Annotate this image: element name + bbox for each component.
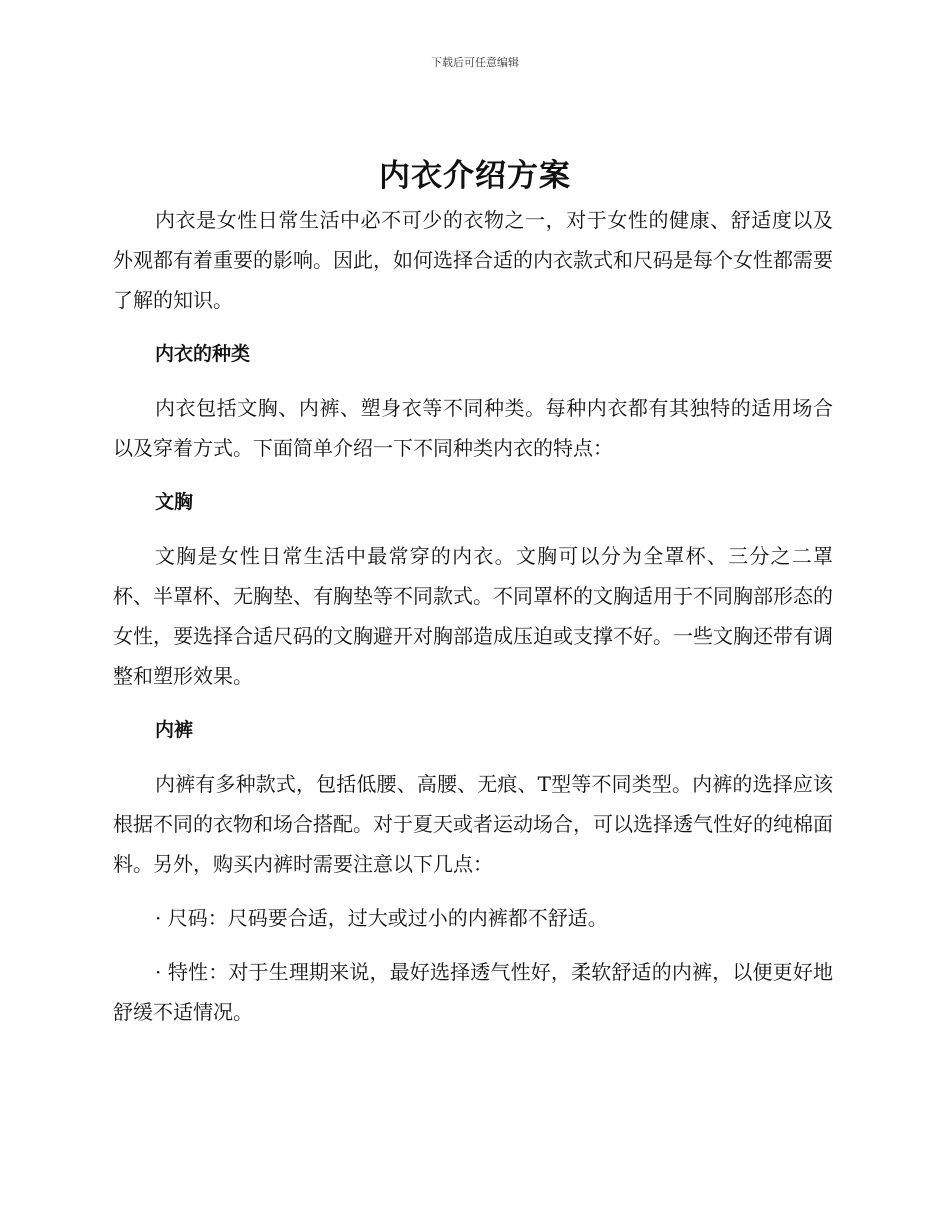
section-body-types: 内衣包括文胸、内裤、塑身衣等不同种类。每种内衣都有其独特的适用场合以及穿着方式。下面简单介绍一下不同种类内衣的特点：	[113, 396, 833, 460]
section-heading-types: 内衣的种类	[155, 343, 251, 365]
header-note: 下载后可任意编辑	[431, 56, 519, 69]
intro-paragraph: 内衣是女性日常生活中必不可少的衣物之一，对于女性的健康、舒适度以及外观都有着重要的影响。因此，如何选择合适的内衣款式和尺码是每个女性都需要了解的知识。	[113, 208, 833, 312]
bullet-item-size: · 尺码：尺码要合适，过大或过小的内裤都不舒适。	[155, 906, 608, 930]
document-title: 内衣介绍方案	[379, 158, 571, 194]
bullet-item-feature: · 特性：对于生理期来说，最好选择透气性好，柔软舒适的内裤，以便更好地舒缓不适情况。	[113, 960, 833, 1024]
section-body-panties: 内裤有多种款式，包括低腰、高腰、无痕、T型等不同类型。内裤的选择应该根据不同的衣物和场合搭配。对于夏天或者运动场合，可以选择透气性好的纯棉面料。另外，购买内裤时需要注意以下几点：	[113, 772, 833, 876]
section-heading-bra: 文胸	[155, 491, 194, 513]
section-body-bra: 文胸是女性日常生活中最常穿的内衣。文胸可以分为全罩杯、三分之二罩杯、半罩杯、无胸垫、有胸垫等不同款式。不同罩杯的文胸适用于不同胸部形态的女性，要选择合适尺码的文胸避开对胸部造成压迫或支撑不好。一些文胸还带有调整和塑形效果。	[113, 544, 833, 688]
document-body	[113, 200, 833, 1046]
section-heading-panties: 内裤	[155, 719, 194, 741]
